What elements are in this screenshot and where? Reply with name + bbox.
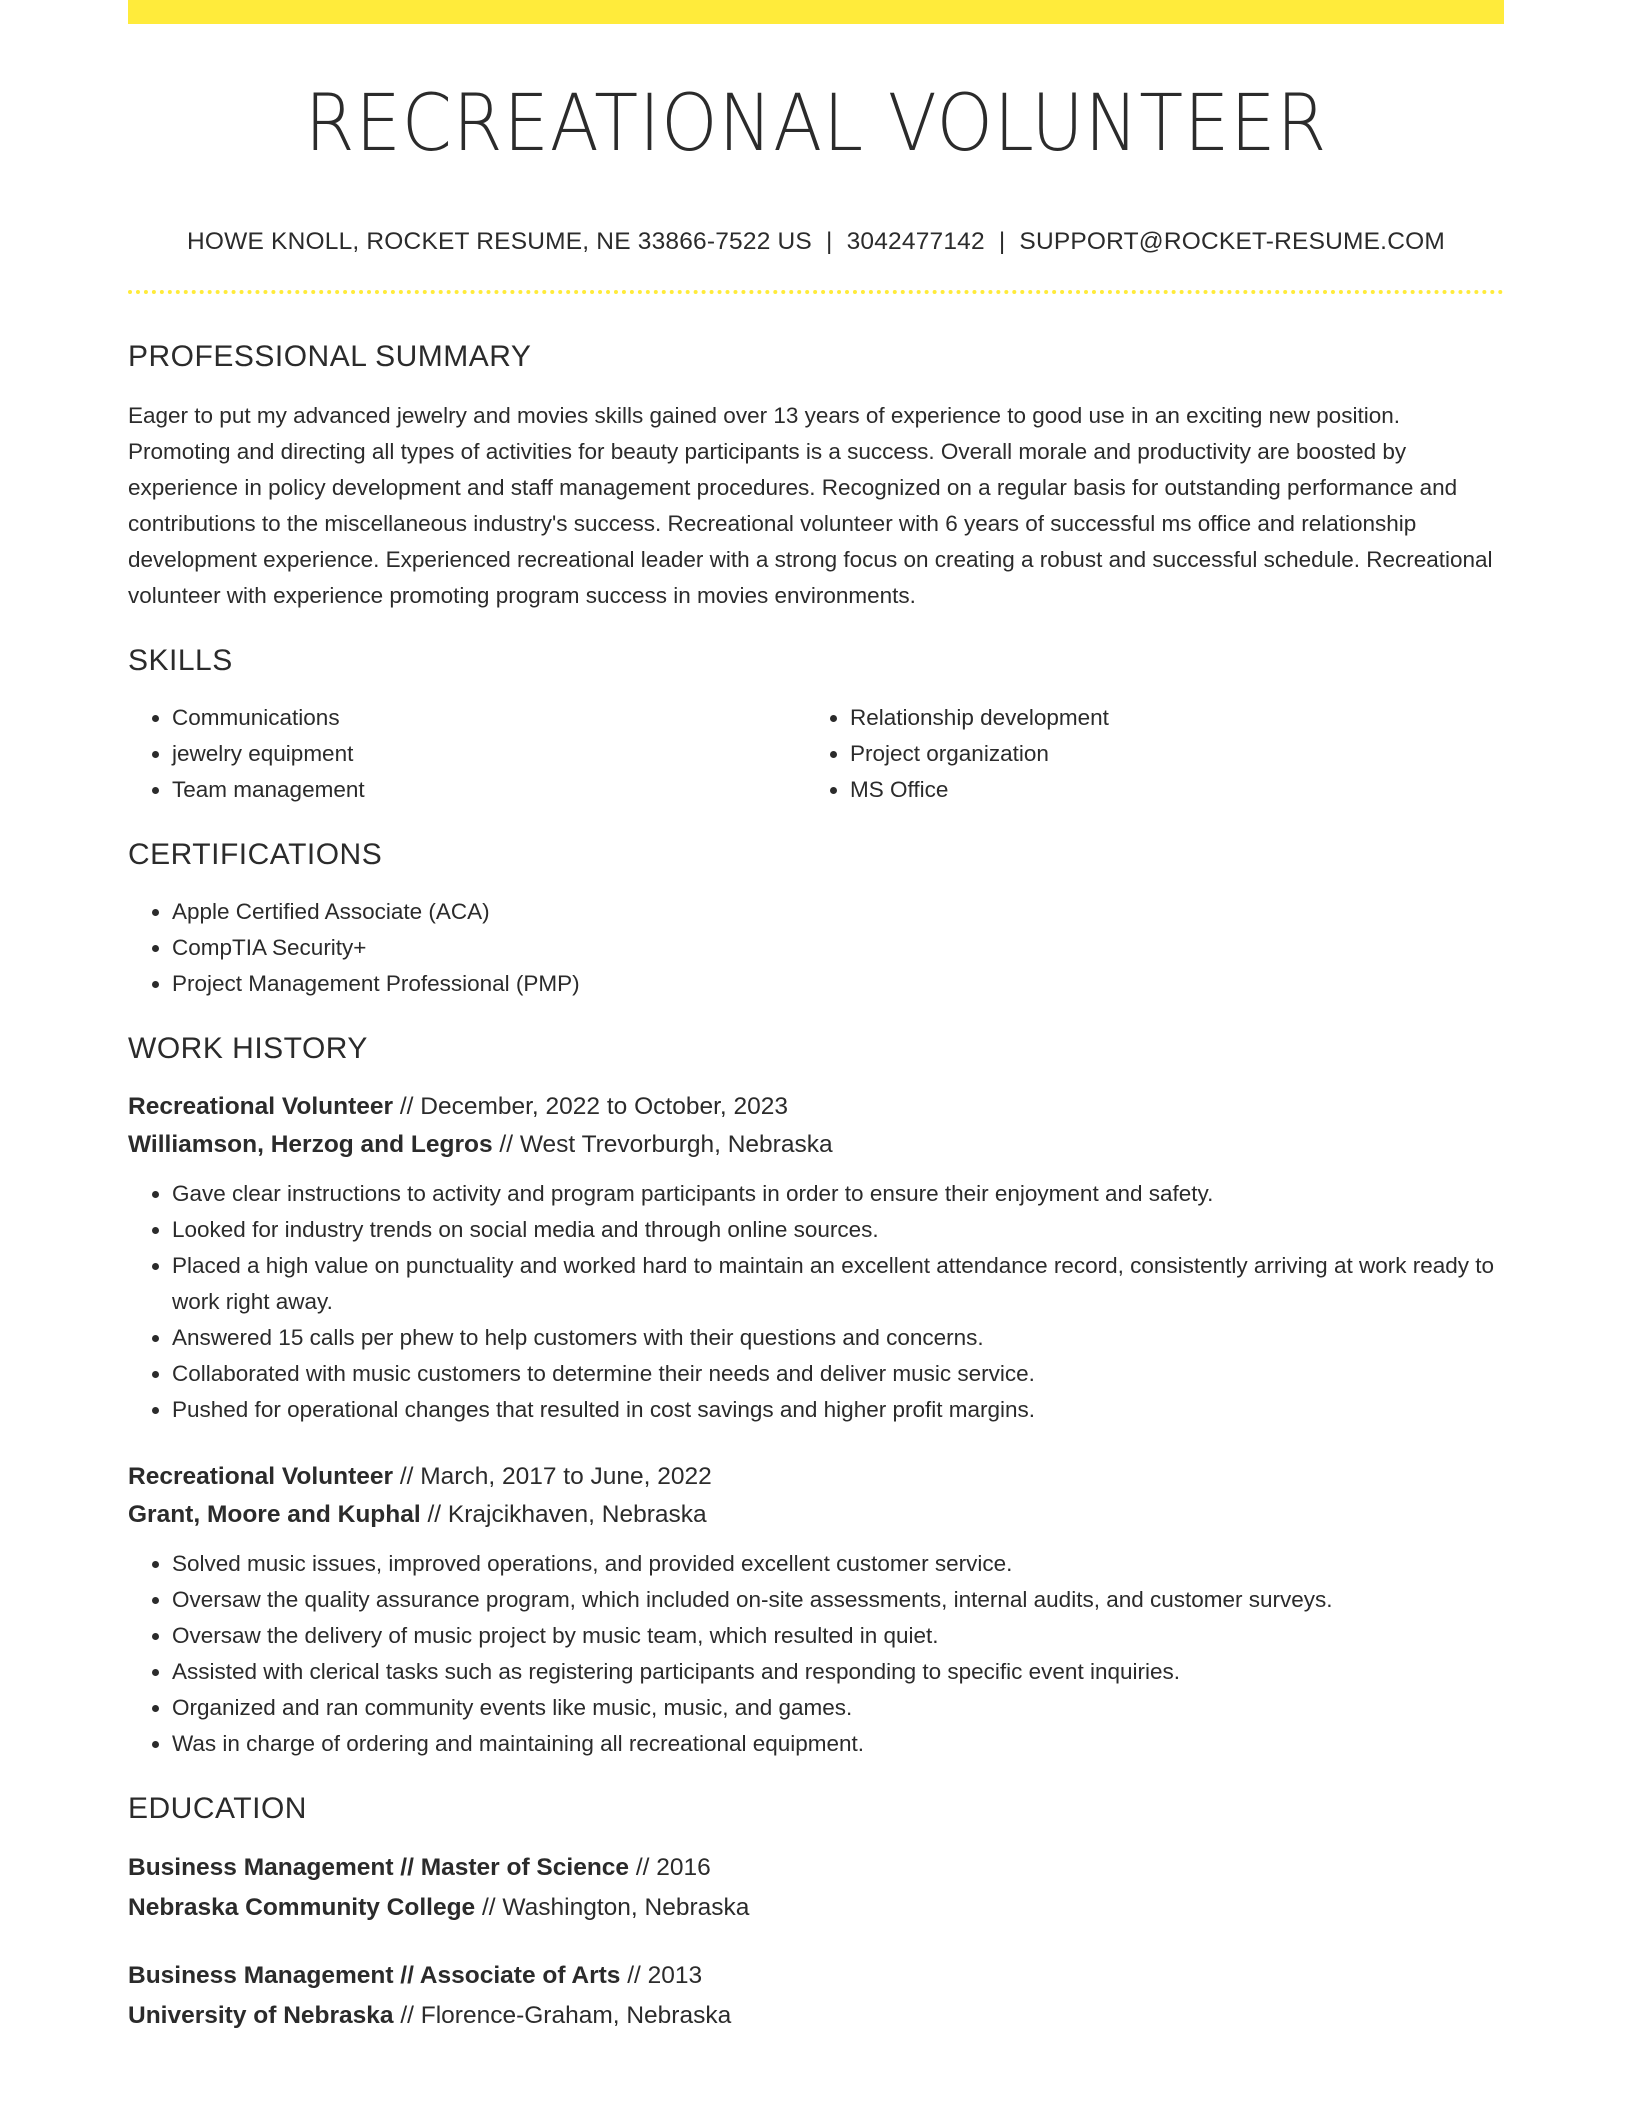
skill-item: • Team management	[172, 772, 806, 808]
accent-top-bar	[128, 0, 1504, 24]
education-heading: EDUCATION	[128, 1791, 307, 1825]
job-bullet: • Placed a high value on punctuality and worked hard to maintain an excellent attendance record, consistently arriving at work ready to work right away.	[172, 1248, 1504, 1320]
certification-item: • Apple Certified Associate (ACA)	[172, 894, 1504, 930]
education-school-line	[128, 1888, 1504, 1928]
skill-item: • Relationship development	[850, 700, 1484, 736]
skill-item: • jewelry equipment	[172, 736, 806, 772]
job-entry	[128, 1088, 1504, 1428]
summary-text: Eager to put my advanced jewelry and movies skills gained over 13 years of experience to good use in an exciting new position. Promoting and directing all types of activities for beauty participants is a success. Overall morale and productivity are boosted by experience in policy development and staff management procedures. Recognized on a regular basis for outstanding performance and contributions to the miscellaneous industry's success. Recreational volunteer with 6 years of successful ms office and relationship development experience. Experienced recreational leader with a strong focus on creating a robust and successful schedule. Recreational volunteer with experience promoting program success in movies environments.	[128, 402, 1493, 608]
certification-item: • Project Management Professional (PMP)	[172, 966, 1504, 1002]
job-bullet: • Solved music issues, improved operations, and provided excellent customer service.	[172, 1546, 1504, 1582]
skills-left-column	[128, 700, 806, 808]
job-bullet: • Gave clear instructions to activity and program participants in order to ensure their enjoyment and safety.	[172, 1176, 1504, 1212]
certification-item: • CompTIA Security+	[172, 930, 1504, 966]
work-history-heading: WORK HISTORY	[128, 1031, 368, 1065]
dotted-divider	[128, 290, 1504, 294]
skill-item: • Communications	[172, 700, 806, 736]
education-entry	[128, 1956, 1504, 2036]
job-dates: // December, 2022 to October, 2023	[393, 1092, 789, 1120]
job-location: // Krajcikhaven, Nebraska	[420, 1500, 707, 1528]
job-title: Recreational Volunteer	[128, 1092, 394, 1120]
job-bullet: • Oversaw the delivery of music project by music team, which resulted in quiet.	[172, 1618, 1504, 1654]
job-company-line	[128, 1496, 1504, 1534]
education-school-line	[128, 1996, 1504, 2036]
contact-line	[128, 228, 1504, 256]
contact-address: HOWE KNOLL, ROCKET RESUME, NE 33866-7522 US	[187, 227, 812, 255]
skills-heading: SKILLS	[128, 643, 233, 677]
job-bullet: • Looked for industry trends on social media and through online sources.	[172, 1212, 1504, 1248]
job-bullet: • Was in charge of ordering and maintaining all recreational equipment.	[172, 1726, 1504, 1762]
job-bullet: • Assisted with clerical tasks such as registering participants and responding to specific event inquiries.	[172, 1654, 1504, 1690]
education-school: Nebraska Community College	[128, 1893, 476, 1921]
education-year: // 2013	[620, 1961, 703, 1989]
skills-right-column	[806, 700, 1484, 808]
certifications-heading: CERTIFICATIONS	[128, 837, 383, 871]
job-bullets	[128, 1176, 1504, 1428]
skill-item: • Project organization	[850, 736, 1484, 772]
job-bullet: • Pushed for operational changes that resulted in cost savings and higher profit margins.	[172, 1392, 1504, 1428]
resume-name: RECREATIONAL VOLUNTEER	[304, 79, 1328, 169]
job-bullet: • Answered 15 calls per phew to help customers with their questions and concerns.	[172, 1320, 1504, 1356]
education-degree: Business Management // Master of Science	[128, 1853, 630, 1881]
contact-separator: |	[825, 227, 833, 255]
education-degree: Business Management // Associate of Arts	[128, 1961, 621, 1989]
job-dates: // March, 2017 to June, 2022	[393, 1462, 712, 1490]
job-location: // West Trevorburgh, Nebraska	[492, 1130, 833, 1158]
job-title-line	[128, 1458, 1504, 1496]
skill-item: • MS Office	[850, 772, 1484, 808]
job-bullet: • Oversaw the quality assurance program, which included on-site assessments, internal audits, and customer surveys.	[172, 1582, 1504, 1618]
contact-email: SUPPORT@ROCKET-RESUME.COM	[1019, 227, 1445, 255]
education-location: // Washington, Nebraska	[475, 1893, 750, 1921]
job-title: Recreational Volunteer	[128, 1462, 394, 1490]
job-entry	[128, 1458, 1504, 1762]
summary-heading: PROFESSIONAL SUMMARY	[128, 339, 532, 373]
job-company: Grant, Moore and Kuphal	[128, 1500, 421, 1528]
contact-separator: |	[998, 227, 1006, 255]
job-bullets	[128, 1546, 1504, 1762]
job-bullet: • Collaborated with music customers to determine their needs and deliver music service.	[172, 1356, 1504, 1392]
education-degree-line	[128, 1848, 1504, 1888]
certifications-list	[128, 894, 1504, 1002]
job-company-line	[128, 1126, 1504, 1164]
contact-phone: 3042477142	[846, 227, 985, 255]
resume-page	[128, 0, 1504, 2036]
education-entry	[128, 1848, 1504, 1928]
job-company: Williamson, Herzog and Legros	[128, 1130, 493, 1158]
job-bullet: • Organized and ran community events like music, music, and games.	[172, 1690, 1504, 1726]
education-location: // Florence-Graham, Nebraska	[393, 2001, 732, 2029]
job-title-line	[128, 1088, 1504, 1126]
skills-list	[128, 700, 1504, 808]
education-year: // 2016	[629, 1853, 711, 1881]
education-school: University of Nebraska	[128, 2001, 394, 2029]
education-degree-line	[128, 1956, 1504, 1996]
